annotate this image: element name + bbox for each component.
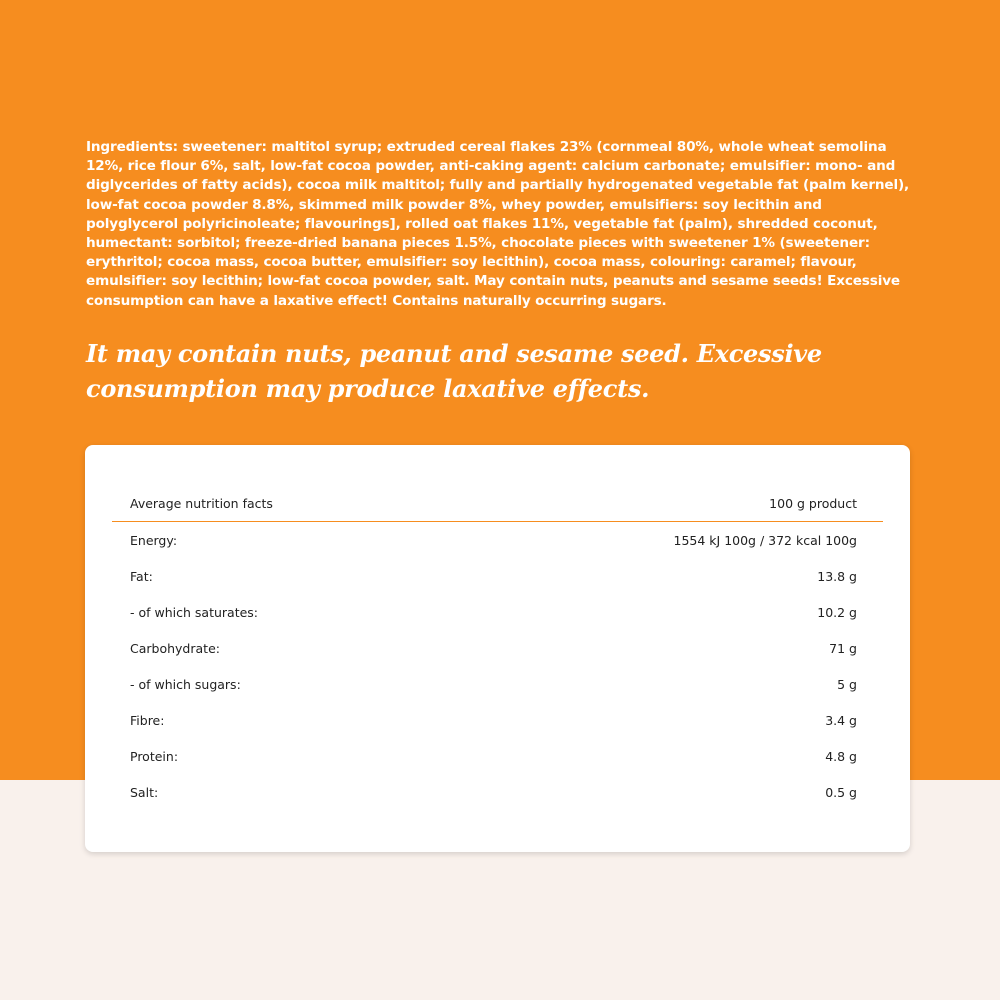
nutrition-row-value: 3.4 g bbox=[825, 712, 857, 728]
nutrition-card bbox=[85, 445, 910, 852]
nutrition-row-value: 5 g bbox=[837, 676, 857, 692]
nutrition-row-label: Protein: bbox=[130, 748, 179, 764]
nutrition-row-fibre bbox=[112, 702, 883, 738]
allergen-warning: It may contain nuts, peanut and sesame seed. Excessive consumption may produce laxative effects. bbox=[86, 339, 822, 403]
nutrition-row-salt bbox=[112, 774, 883, 810]
nutrition-row-label: Energy: bbox=[130, 532, 178, 548]
nutrition-row-carbohydrate bbox=[112, 630, 883, 666]
nutrition-row-label: - of which sugars: bbox=[130, 676, 241, 692]
nutrition-row-energy bbox=[112, 522, 883, 558]
nutrition-row-label: Carbohydrate: bbox=[130, 640, 220, 656]
nutrition-table bbox=[112, 485, 883, 810]
nutrition-header-value: 100 g product bbox=[769, 495, 857, 511]
ingredients-text: Ingredients: sweetener: maltitol syrup; extruded cereal flakes 23% (cornmeal 80%, whole wheat semolina 12%, rice flour 6%, salt, low-fat cocoa powder, anti-caking agent: calcium carbonate; emulsifier: mono- and diglycerides of fatty acids), cocoa milk maltitol; fully and partially hydrogenated vegetable fat (palm kernel), low-fat cocoa powder 8.8%, skimmed milk powder 8%, whey powder, emulsifiers: soy lecithin and polyglycerol polyricinoleate; flavourings], rolled oat flakes 11%, vegetable fat (palm), shredded coconut, humectant: sorbitol; freeze-dried banana pieces 1.5%, chocolate pieces with sweetener 1% (sweetener: erythritol; cocoa mass, cocoa butter, emulsifier: soy lecithin), cocoa mass, colouring: caramel; flavour, emulsifier: soy lecithin; low-fat cocoa powder, salt. May contain nuts, peanuts and sesame seeds! Excessive consumption can have a laxative effect! Contains naturally occurring sugars. bbox=[86, 139, 910, 309]
nutrition-row-value: 71 g bbox=[829, 640, 857, 656]
nutrition-row-saturates bbox=[112, 594, 883, 630]
nutrition-row-sugars bbox=[112, 666, 883, 702]
nutrition-row-value: 10.2 g bbox=[817, 604, 857, 620]
nutrition-row-label: Fat: bbox=[130, 568, 153, 584]
nutrition-row-value: 1554 kJ 100g / 372 kcal 100g bbox=[673, 532, 857, 548]
nutrition-row-protein bbox=[112, 738, 883, 774]
nutrition-header-label: Average nutrition facts bbox=[130, 495, 273, 511]
nutrition-header-row bbox=[112, 485, 883, 522]
nutrition-row-value: 4.8 g bbox=[825, 748, 857, 764]
nutrition-row-fat bbox=[112, 558, 883, 594]
nutrition-row-value: 13.8 g bbox=[817, 568, 857, 584]
nutrition-row-label: - of which saturates: bbox=[130, 604, 259, 620]
nutrition-row-label: Salt: bbox=[130, 784, 159, 800]
nutrition-row-value: 0.5 g bbox=[825, 784, 857, 800]
nutrition-row-label: Fibre: bbox=[130, 712, 165, 728]
